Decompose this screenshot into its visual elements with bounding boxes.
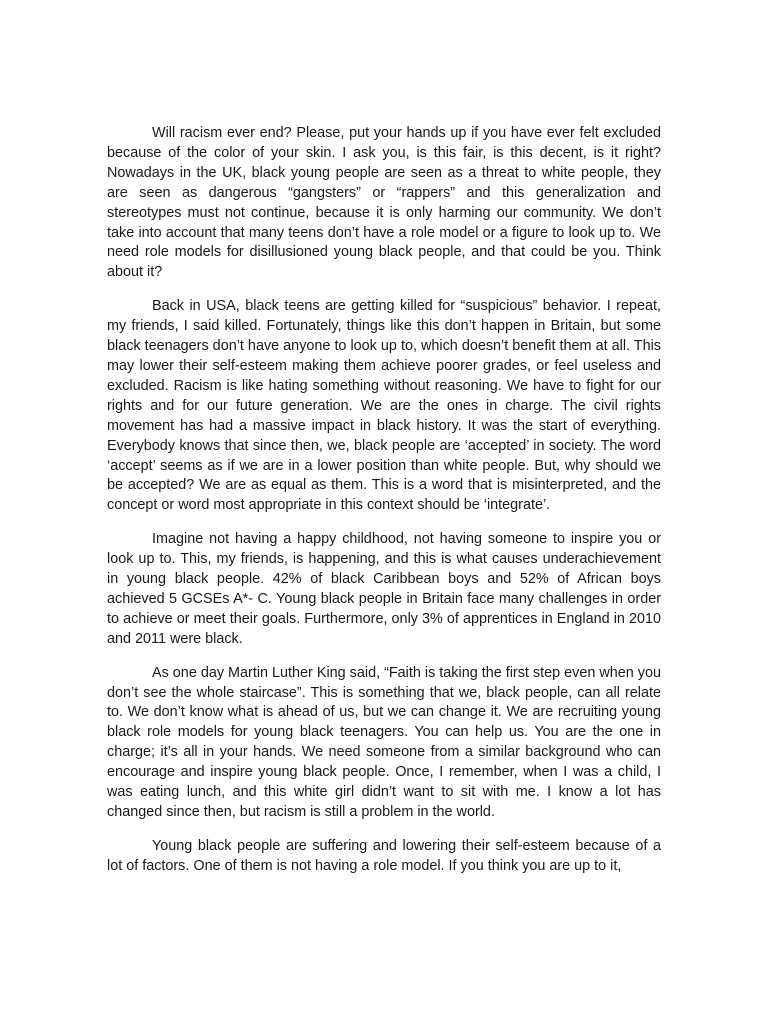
- paragraph-5: Young black people are suffering and lowering their self-esteem because of a lot of factors. One of them is not having a role model. If you think you are up to it,: [107, 837, 661, 874]
- paragraph-1: Will racism ever end? Please, put your hands up if you have ever felt excluded because of the color of your skin. I ask you, is this fair, is this decent, is it right? Nowadays in the UK, black young people are seen as a threat to white people, they are seen as dangerous “gangsters” or “rappers” and this generalization and stereotypes must not continue, because it is only harming our community. We don’t take into account that many teens don’t have a role model or a figure to look up to. We need role models for disillusioned young black people, and that could be you. Think about it?: [107, 125, 661, 281]
- document-page: [107, 124, 661, 891]
- paragraph-2: Back in USA, black teens are getting killed for “suspicious” behavior. I repeat, my friends, I said killed. Fortunately, things like this don’t happen in Britain, but some black teenagers don’t have anyone to look up to, which doesn’t benefit them at all. This may lower their self-esteem making them achieve poorer grades, or feel useless and excluded. Racism is like hating something without reasoning. We have to fight for our rights and for our future generation. We are the ones in charge. The civil rights movement has had a massive impact in black history. It was the start of everything. Everybody knows that since then, we, black people are ‘accepted’ in society. The word ‘accept’ seems as if we are in a lower position than white people. But, why should we be accepted? We are as equal as them. This is a word that is misinterpreted, and the concept or word most appropriate in this context should be ‘integrate’.: [107, 298, 661, 514]
- paragraph-3: Imagine not having a happy childhood, not having someone to inspire you or look up to. This, my friends, is happening, and this is what causes underachievement in young black people. 42% of black Caribbean boys and 52% of African boys achieved 5 GCSEs A*- C. Young black people in Britain face many challenges in order to achieve or meet their goals. Furthermore, only 3% of apprentices in England in 2010 and 2011 were black.: [107, 531, 661, 647]
- paragraph-4: As one day Martin Luther King said, “Faith is taking the first step even when you don’t see the whole staircase”. This is something that we, black people, can all relate to. We don’t know what is ahead of us, but we can change it. We are recruiting young black role models for young black teenagers. You can help us. You are the one in charge; it’s all in your hands. We need someone from a similar background who can encourage and inspire young black people. Once, I remember, when I was a child, I was eating lunch, and this white girl didn’t want to sit with me. I know a lot has changed since then, but racism is still a problem in the world.: [107, 664, 661, 820]
